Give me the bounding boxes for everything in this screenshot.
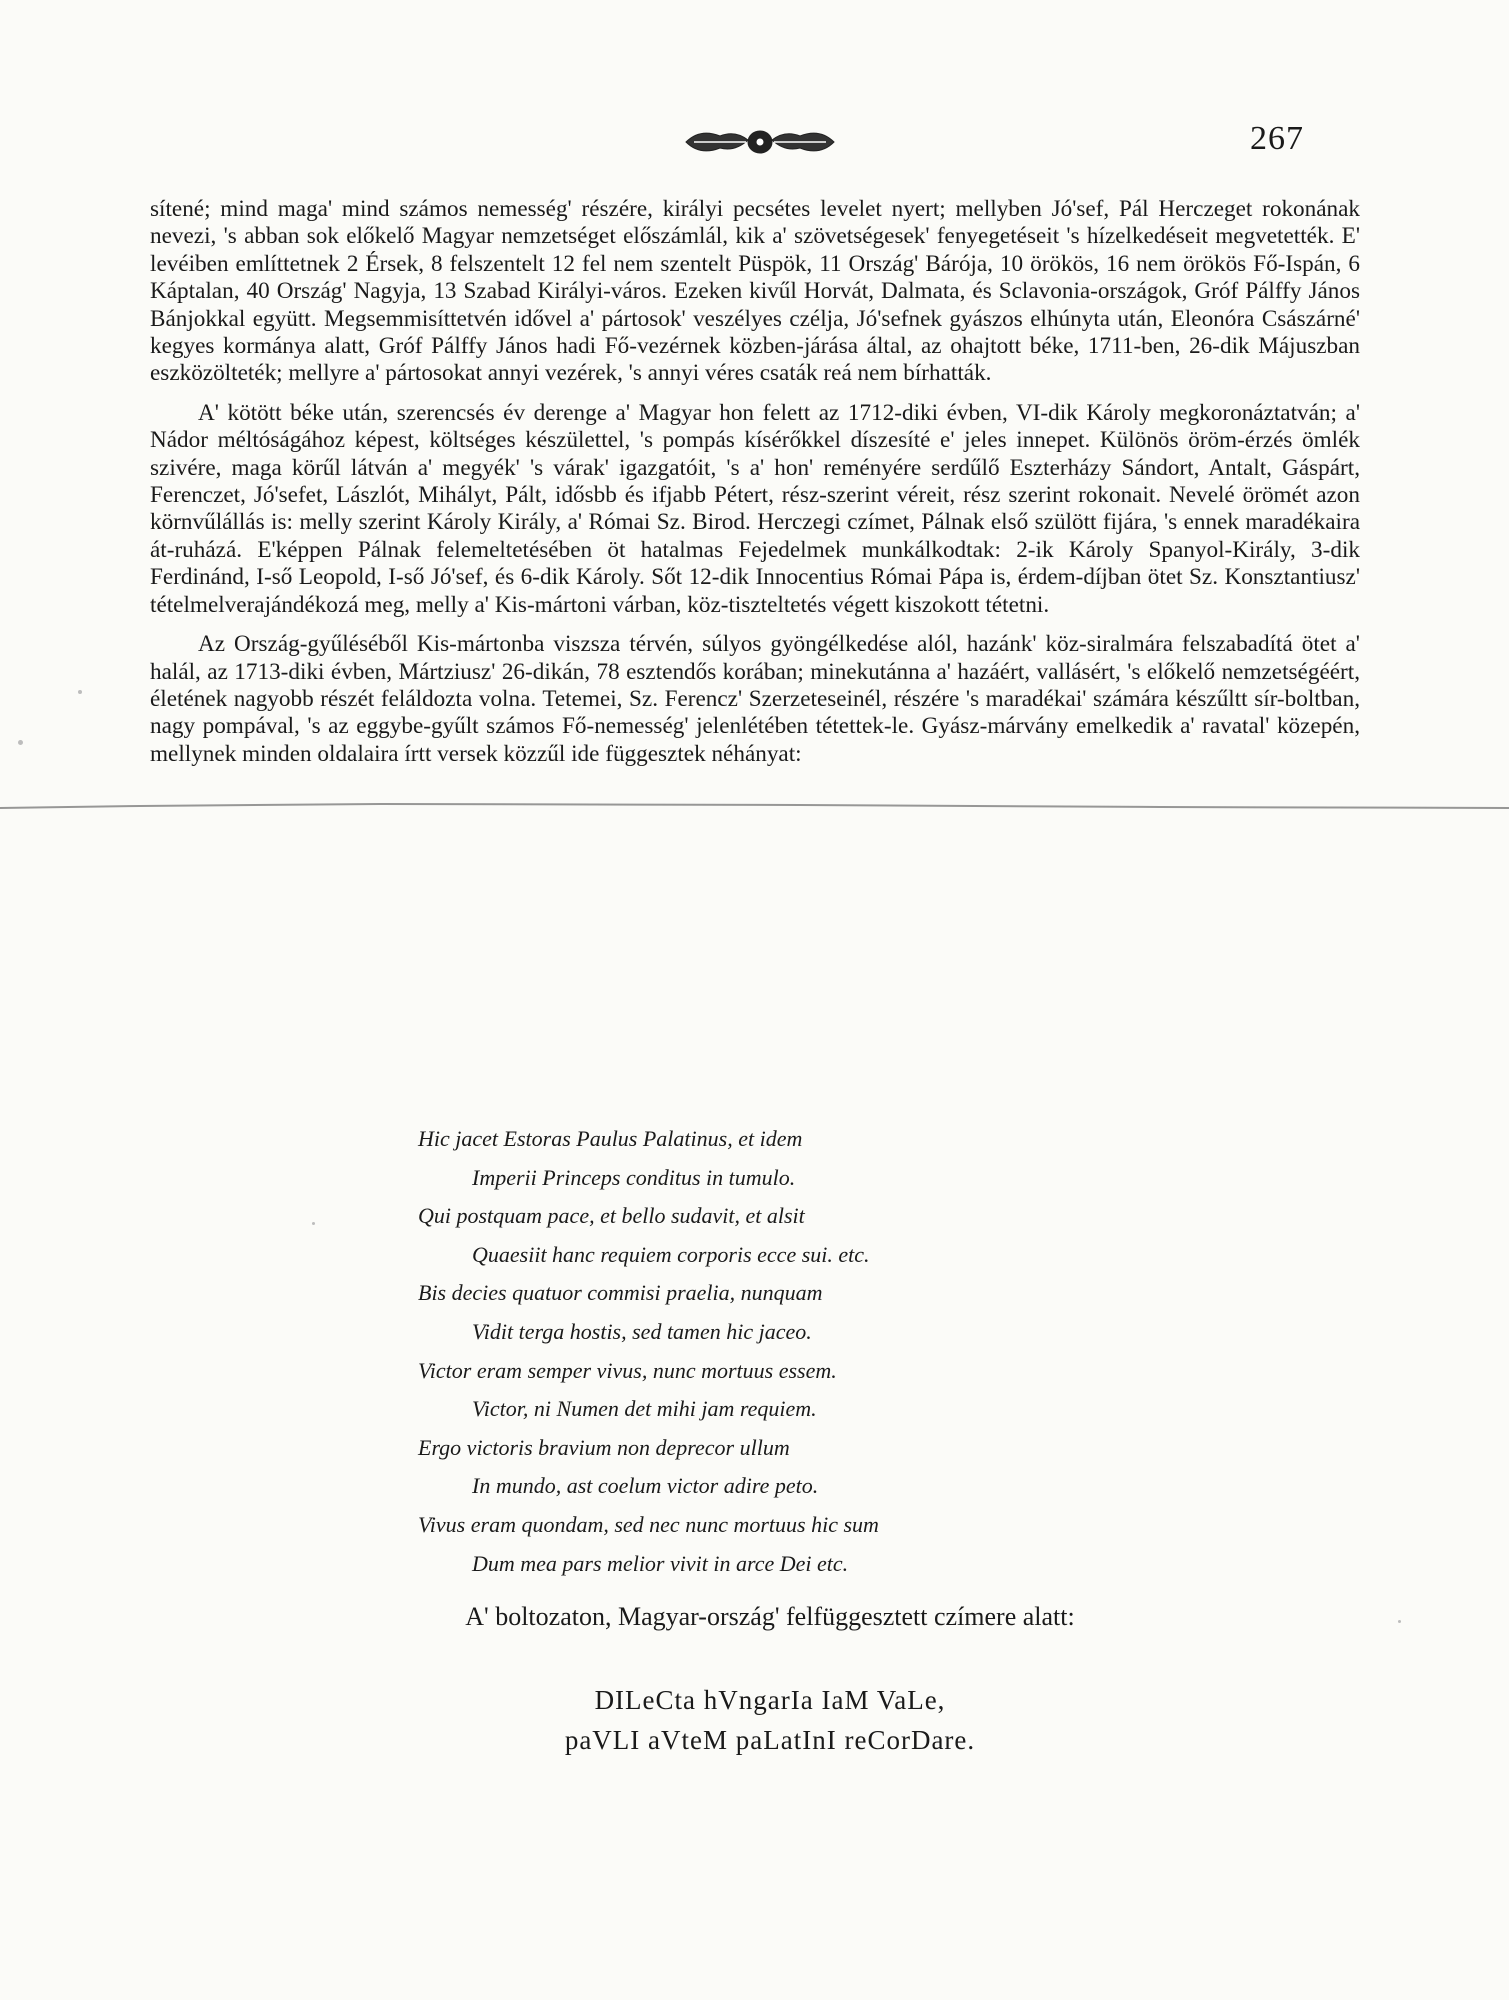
poem-line: Hic jacet Estoras Paulus Palatinus, et idem <box>418 1126 803 1151</box>
poem-line: Bis decies quatuor commisi praelia, nunquam <box>418 1280 823 1306</box>
paper-speck <box>312 1222 315 1225</box>
paragraph-3: Az Ország-gyűléséből Kis-mártonba viszsza térvén, súlyos gyöngélkedése alól, hazánk' köz-siralmára felszabadítá ötet a' halál, az 1713-diki évben, Mártziusz' 26-dikán, 78 esztendős korában; minekutánna a' hazáért, vallásért, 's előkelő nemzetségéért, életének nagyobb részét feláldozta volna. Tetemei, Sz. Ferencz' Szerzeteseinél, részére 's maradékai' számára készűltt sír-boltban, nagy pompával, 's az eggybe-gyűlt számos Fő-nemesség' jelenlétében tétettek-le. Gyász-márvány emelkedik a' ravatal' közepén, mellynek minden oldalaira írtt versek közzűl ide függesztek néhányat: <box>150 631 1360 767</box>
chronogram-line-1: DILeCta hVngarIa IaM VaLe, <box>594 1685 946 1715</box>
epitaph-poem <box>418 1120 1138 1583</box>
poem-line: Vivus eram quondam, sed nec nunc mortuus hic sum <box>418 1511 879 1537</box>
chronogram <box>420 1680 1120 1760</box>
chronogram-line-2: paVLI aVteM paLatInI reCorDare. <box>564 1725 976 1755</box>
page-number: 267 <box>1250 120 1304 157</box>
paragraph-1: sítené; mind maga' mind számos nemesség' részére, királyi pecsétes levelet nyert; mellyben Jó'sef, Pál Herczeget rokonának nevezi, 's abban sok előkelő Magyar nemzetséget előszámlál, kik a' szövetségesek' fenyegetéseit 's hízelkedéseit megvetették. E' levéiben említtetnek 2 Érsek, 8 felszentelt 12 fel nem szentelt Püspök, 11 Ország' Bárója, 10 örökös, 16 nem örökös Fő-Ispán, 6 Káptalan, 40 Ország' Nagyja, 13 Szabad Királyi-város. Ezeken kivűl Horvát, Dalmata, és Sclavonia-országok, Gróf Pálffy János Bánjokkal együtt. Megsemmisíttetvén idővel a' pártosok' veszélyes czélja, Jó'sefnek gyászos elhúnyta után, Eleonóra Császárné' kegyes kormánya alatt, Gróf Pálffy János hadi Fő-vezérnek közben-járása által, az ohajtott béke, 1711-ben, 26-dik Májuszban eszközölteték; mellyre a' pártosokat annyi vezérek, 's annyi véres csaták reá nem bírhatták. <box>150 196 1360 387</box>
poem-line: Ergo victoris bravium non deprecor ullum <box>418 1434 790 1460</box>
body-text <box>150 196 1360 770</box>
poem-line: Dum mea pars melior vivit in arce Dei etc. <box>472 1550 849 1576</box>
poem-line: In mundo, ast coelum victor adire peto. <box>472 1473 819 1499</box>
poem-line: Victor eram semper vivus, nunc mortuus essem. <box>418 1357 837 1383</box>
poem-line: Vidit terga hostis, sed tamen hic jaceo. <box>472 1318 812 1344</box>
poem-line: Quaesiit hanc requiem corporis ecce sui. etc. <box>472 1241 870 1267</box>
paper-speck <box>1398 1620 1401 1623</box>
ornament-icon <box>680 122 840 162</box>
print-smudge-line <box>0 800 1509 814</box>
vault-caption: A' boltozaton, Magyar-ország' felfüggesztett czímere alatt: <box>465 1602 1075 1631</box>
paragraph-2: A' kötött béke után, szerencsés év derenge a' Magyar hon felett az 1712-diki évben, VI-dik Károly megkoronáztatván; a' Nádor méltóságához képest, költséges készülettel, 's pompás kísérőkkel díszesíté e' jeles innepet. Különös öröm-érzés ömlék szivére, maga körűl látván a' megyék' 's várak' igazgatóit, 's a' hon' reményére serdűlő Eszterházy Sándort, Antalt, Gáspárt, Ferenczet, Jó'sefet, Lászlót, Mihályt, Pált, idősbb és ifjabb Pétert, rész-szerint véreit, rész szerint rokonait. Nevelé örömét azon körnvűlállás is: melly szerint Károly Király, a' Római Sz. Birod. Herczegi czímet, Pálnak első szülött fijára, 's ennek maradékaira át-ruházá. E'képpen Pálnak felemeltetésében öt hatalmas Fejedelmek munkálkodtak: 2-ik Károly Spanyol-Király, 3-dik Ferdinánd, I-ső Leopold, I-ső Jó'sef, és 6-dik Károly. Sőt 12-dik Innocentius Római Pápa is, érdem-díjban ötet Sz. Konsztantiusz' tételmelverajándékozá meg, melly a' Kis-mártoni várban, köz-tiszteltetés végett kiszokott tétetni. <box>150 399 1360 618</box>
paper-speck <box>18 740 23 745</box>
paper-speck <box>78 690 82 694</box>
poem-line: Victor, ni Numen det mihi jam requiem. <box>472 1396 817 1422</box>
poem-line: Qui postquam pace, et bello sudavit, et alsit <box>418 1203 805 1229</box>
poem-line: Imperii Princeps conditus in tumulo. <box>472 1164 796 1190</box>
